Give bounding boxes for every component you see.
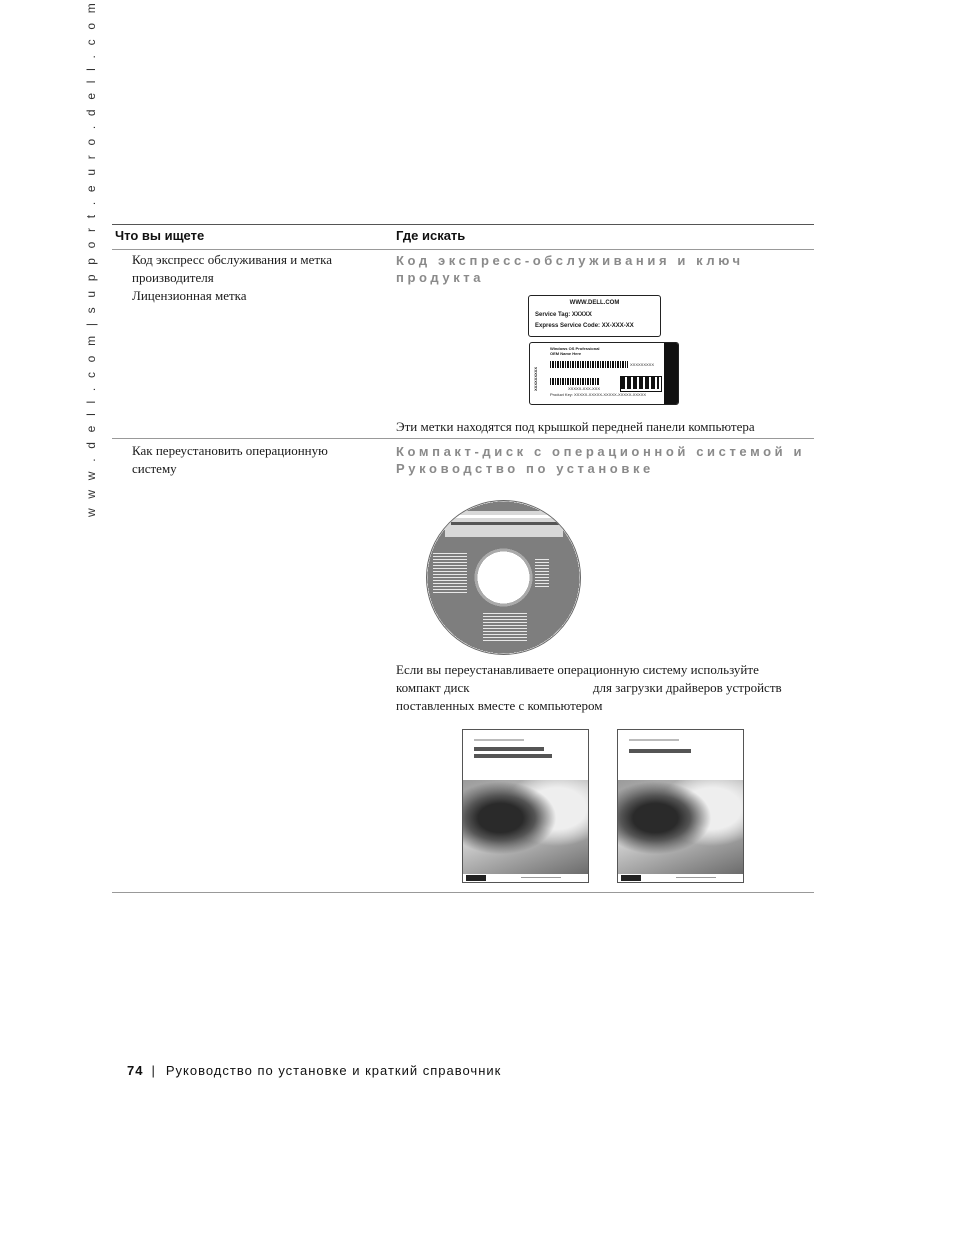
license-side-code: XXXXXXXXX (533, 366, 538, 391)
cd-left-text-block (433, 553, 467, 595)
service-label-url: WWW.DELL.COM (569, 300, 620, 306)
row1-section-title: Код экспресс-обслуживания и ключ продукта (396, 253, 744, 285)
service-label-tag: Service Tag: XXXXX (535, 312, 592, 318)
manual2-title-line (629, 749, 691, 753)
manual1-footer-line (521, 877, 561, 878)
row1-left-text (132, 251, 372, 305)
cd-dell-logo-block (483, 613, 527, 643)
operating-system-cd-image (426, 500, 581, 655)
page-footer (127, 1063, 501, 1078)
row2-section-title-line1: Компакт-диск с операционной системой и (396, 444, 806, 459)
windows-logo-icon (621, 377, 659, 389)
manual1-title-line2 (474, 754, 552, 758)
manual2-footer (618, 874, 743, 882)
license-serial: XXXXXXXXX (630, 362, 655, 367)
license-label-black-bar (664, 343, 678, 404)
license-label (529, 342, 679, 405)
installation-guide-cover (617, 729, 744, 883)
row2-section-title (396, 443, 816, 477)
column-header-what: Что вы ищете (115, 228, 205, 243)
row1-bottom-rule (112, 438, 814, 439)
row2-left-line1: Как переустановить операционную (132, 443, 328, 458)
manual2-small-header (629, 739, 679, 741)
license-barcode-1 (550, 361, 628, 368)
row2-left-text (132, 442, 372, 478)
row2-text-line2b: для загрузки драйверов устройств (592, 680, 782, 695)
table-top-rule (112, 224, 814, 225)
manual1-footer (463, 874, 588, 882)
table-bottom-rule (112, 892, 814, 893)
service-label-express-code: Express Service Code: XX-XXX-XX (535, 323, 634, 329)
manual1-small-header (474, 739, 524, 741)
cd-title-line (453, 515, 555, 518)
column-header-where: Где искать (396, 228, 466, 243)
license-barcode-2 (550, 378, 600, 385)
row1-left-line3: Лицензионная метка (132, 288, 247, 303)
xp-setup-guide-cover (462, 729, 589, 883)
manual1-cover-photo (463, 780, 588, 875)
row2-left-line2: систему (132, 461, 177, 476)
footer-title: Руководство по установке и краткий справочник (165, 1063, 502, 1078)
manual2-cover-photo (618, 780, 743, 875)
license-small-code: XXXXX-XXX-XXX (568, 386, 601, 391)
footer-separator: | (151, 1063, 156, 1078)
license-os-name (550, 346, 600, 356)
dell-logo-icon (466, 875, 486, 881)
row1-left-line1: Код экспресс обслуживания и метка (132, 252, 332, 267)
service-tag-label (528, 295, 661, 337)
license-os-line2: OEM Name Here (550, 351, 582, 356)
row2-section-title-line2: Руководство по установке (396, 461, 654, 476)
cd-right-list (535, 559, 549, 587)
row1-note: Эти метки находятся под крышкой передней панели компьютера (396, 419, 755, 434)
row2-text-line3: поставленных вместе с компьютером (396, 698, 603, 713)
license-product-key: Product Key: XXXXX-XXXXX-XXXXX-XXXXX-XXXXX (550, 392, 647, 397)
dell-logo-icon (621, 875, 641, 881)
cd-subtitle-bar (451, 522, 559, 525)
row2-text-line2 (396, 679, 811, 697)
manual2-footer-line (676, 877, 716, 878)
manual1-title-line1 (474, 747, 544, 751)
license-os-line1: Windows OS Professional (550, 346, 600, 351)
row2-body-text (396, 661, 811, 715)
page-number: 74 (127, 1063, 144, 1078)
row1-left-line2: производителя (132, 270, 214, 285)
side-url-text: w w w . d e l l . c o m | s u p p o r t . e u r o . d e l l . c o m (84, 0, 98, 517)
row2-text-line2a: компакт диск (396, 680, 470, 695)
table-header-rule (112, 249, 814, 250)
row2-text-line1: Если вы переустанавливаете операционную систему используйте (396, 662, 759, 677)
